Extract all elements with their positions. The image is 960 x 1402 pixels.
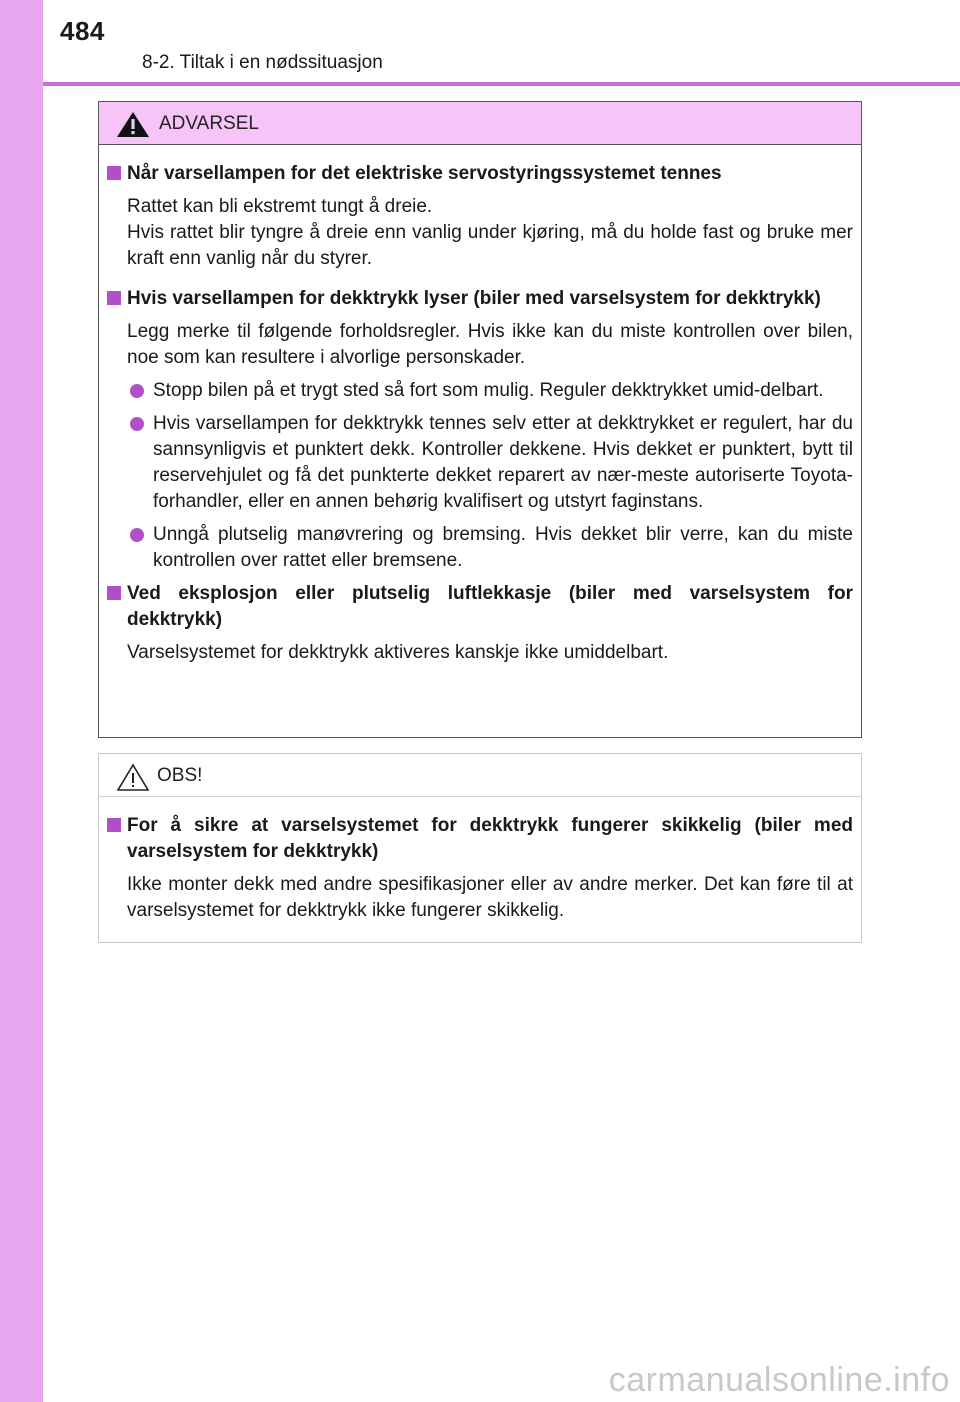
paragraph: Varselsystemet for dekktrykk aktiveres kanskje ikke umiddelbart.: [127, 642, 669, 663]
bullet-text: Stopp bilen på et trygt sted så fort som mulig. Reguler dekktrykket umid-delbart.: [153, 380, 824, 401]
circle-bullet-icon: [130, 417, 144, 431]
notice-box: [98, 753, 862, 943]
heading-text: For å sikre at varselsystemet for dekktrykk fungerer skikkelig (biler med varselsystem for dekktrykk): [127, 815, 853, 862]
section-title: 8-2. Tiltak i en nødssituasjon: [142, 52, 383, 73]
circle-bullet-icon: [130, 528, 144, 542]
notice-box-header: [99, 754, 861, 797]
warning-item-heading: [107, 581, 853, 633]
warning-box: [98, 101, 862, 738]
warning-item-heading: [107, 161, 853, 187]
warning-triangle-icon: [116, 111, 150, 138]
paragraph: Rattet kan bli ekstremt tungt å dreie.: [127, 196, 433, 217]
warning-box-header: [99, 102, 861, 145]
paragraph: Hvis rattet blir tyngre å dreie enn vanlig under kjøring, må du holde fast og bruke mer kraft enn vanlig når du styrer.: [127, 222, 853, 269]
side-strip: [0, 0, 43, 1402]
square-bullet-icon: [107, 166, 121, 180]
warning-item-heading: [107, 286, 853, 312]
bullet-item: [107, 522, 853, 574]
square-bullet-icon: [107, 586, 121, 600]
warning-label: ADVARSEL: [159, 113, 259, 134]
bullet-item: [107, 378, 853, 404]
notice-label: OBS!: [157, 765, 203, 786]
paragraph: Ikke monter dekk med andre spesifikasjoner eller av andre merker. Det kan føre til at varselsystemet for dekktrykk ikke fungerer skikkelig.: [127, 874, 853, 921]
heading-text: Ved eksplosjon eller plutselig luftlekkasje (biler med varselsystem for dekktrykk): [127, 583, 853, 630]
notice-box-body: [99, 797, 861, 924]
header-rule: [43, 82, 960, 86]
paragraph: Legg merke til følgende forholdsregler. Hvis ikke kan du miste kontrollen over bilen, noe som kan resultere i alvorlige personskader.: [127, 321, 853, 368]
caution-triangle-icon: [116, 763, 150, 792]
bullet-item: [107, 411, 853, 515]
warning-box-body: [99, 145, 861, 666]
notice-item-heading: [107, 813, 853, 865]
circle-bullet-icon: [130, 384, 144, 398]
bullet-text: Hvis varsellampen for dekktrykk tennes selv etter at dekktrykket er regulert, har du sannsynligvis et punktert dekk. Kontroller dekkene. Hvis dekket er punktert, bytt til reservehjulet og få det punkterte dekket reparert av nær-meste autoriserte Toyota-forhandler, eller en annen behørig kvalifisert og utstyrt faginstans.: [153, 413, 853, 512]
square-bullet-icon: [107, 818, 121, 832]
bullet-text: Unngå plutselig manøvrering og bremsing. Hvis dekket blir verre, kan du miste kontrollen over rattet eller bremsene.: [153, 524, 853, 571]
heading-text: Når varsellampen for det elektriske servostyringssystemet tennes: [127, 163, 722, 184]
square-bullet-icon: [107, 291, 121, 305]
heading-text: Hvis varsellampen for dekktrykk lyser (biler med varselsystem for dekktrykk): [127, 288, 821, 309]
page-number: 484: [60, 16, 105, 46]
watermark: carmanualsonline.info: [608, 1361, 950, 1399]
